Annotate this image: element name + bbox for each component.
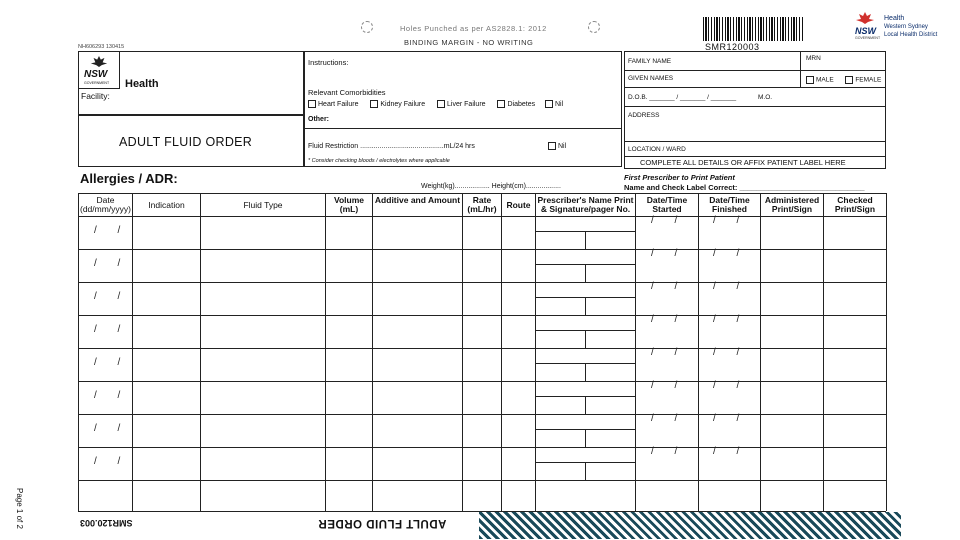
district-nsw: NSW <box>855 26 876 36</box>
started-date-cell[interactable]: / / <box>651 446 687 457</box>
nsw-logo-text: NSW <box>84 69 108 80</box>
prescriber-split <box>585 330 586 348</box>
nil-label: Nil <box>555 100 564 108</box>
fluid-nil-checkbox[interactable] <box>548 142 556 150</box>
started-date-cell[interactable]: / / <box>651 281 687 292</box>
nsw-govt-text: GOVERNMENT <box>84 81 110 85</box>
dob-field[interactable]: D.O.B. _______ / _______ / _______ <box>628 94 737 101</box>
diabetes-checkbox[interactable] <box>497 100 505 108</box>
date-cell[interactable]: / / <box>94 357 130 368</box>
barcode <box>703 17 803 41</box>
health-logo-text: Health <box>125 78 159 90</box>
date-cell[interactable]: / / <box>94 324 130 335</box>
facility-label: Facility: <box>81 91 110 101</box>
finished-date-cell[interactable]: / / <box>713 215 749 226</box>
table-row[interactable] <box>78 282 886 315</box>
prescriber-split <box>585 429 586 447</box>
district-line2: Local Health District <box>884 32 938 38</box>
header-date: Date (dd/mm/yyyy) <box>80 195 131 214</box>
weight-height[interactable]: Weight(kg).................. Height(cm).................. <box>421 183 561 190</box>
header-indication: Indication <box>148 200 185 210</box>
flipped-form-title: ADULT FLUID ORDER <box>318 517 447 529</box>
heart-failure-label: Heart Failure <box>318 100 359 108</box>
table-row[interactable] <box>78 381 886 414</box>
table-row[interactable] <box>78 414 886 447</box>
waratah-logo-icon <box>854 11 876 25</box>
table-row[interactable] <box>78 216 886 249</box>
mo-field[interactable]: M.O. <box>758 94 773 101</box>
patient-divider <box>800 51 801 87</box>
finished-date-cell[interactable]: / / <box>713 446 749 457</box>
date-cell[interactable]: / / <box>94 390 130 401</box>
sex-options <box>806 76 881 84</box>
district-govt: GOVERNMENT <box>855 36 881 40</box>
barcode-label: SMR120003 <box>705 42 760 52</box>
binding-text: BINDING MARGIN - NO WRITING <box>404 38 534 47</box>
liver-failure-checkbox[interactable] <box>437 100 445 108</box>
fluid-nil-row <box>548 142 566 150</box>
patient-line-3 <box>624 106 886 107</box>
kidney-failure-checkbox[interactable] <box>370 100 378 108</box>
finished-date-cell[interactable]: / / <box>713 380 749 391</box>
comorbidity-row <box>308 100 563 108</box>
finished-date-cell[interactable]: / / <box>713 413 749 424</box>
fluid-nil-label: Nil <box>558 142 567 150</box>
flipped-form-code: SMR120.003 <box>80 518 133 528</box>
allergies-label: Allergies / ADR: <box>80 171 178 186</box>
prescriber-split <box>585 363 586 381</box>
first-prescriber-text: First Prescriber to Print Patient <box>624 173 735 182</box>
nil-checkbox[interactable] <box>545 100 553 108</box>
instructions-divider <box>304 128 622 129</box>
female-checkbox[interactable] <box>845 76 853 84</box>
table-row[interactable] <box>78 249 886 282</box>
mrn-field[interactable]: MRN <box>806 55 821 62</box>
address-field[interactable]: ADDRESS <box>628 112 660 119</box>
row-divider <box>635 480 886 481</box>
prescriber-split <box>585 231 586 249</box>
comorbidities-label: Relevant Comorbidities <box>308 88 386 97</box>
table-row[interactable] <box>78 315 886 348</box>
row-divider <box>78 480 535 481</box>
date-cell[interactable]: / / <box>94 258 130 269</box>
holes-text: Holes Punched as per AS2828.1: 2012 <box>400 24 547 33</box>
table-column-line <box>886 193 887 511</box>
name-check-text: Name and Check Label Correct: ______________________________ <box>624 183 865 192</box>
hole-punch-right <box>588 21 600 33</box>
male-checkbox[interactable] <box>806 76 814 84</box>
started-date-cell[interactable]: / / <box>651 314 687 325</box>
date-cell[interactable]: / / <box>94 291 130 302</box>
diabetes-label: Diabetes <box>507 100 536 108</box>
family-name-field[interactable]: FAMILY NAME <box>628 58 672 65</box>
finished-date-cell[interactable]: / / <box>713 248 749 259</box>
date-cell[interactable]: / / <box>94 423 130 434</box>
header-finished: Date/Time Finished <box>709 195 750 214</box>
finished-date-cell[interactable]: / / <box>713 314 749 325</box>
started-date-cell[interactable]: / / <box>651 380 687 391</box>
complete-details-text: COMPLETE ALL DETAILS OR AFFIX PATIENT LABEL HERE <box>640 158 846 167</box>
date-cell[interactable]: / / <box>94 225 130 236</box>
prescriber-split <box>585 396 586 414</box>
header-rate: Rate (mL/hr) <box>467 195 497 214</box>
table-row[interactable] <box>78 348 886 381</box>
header-volume: Volume (mL) <box>333 195 365 214</box>
instructions-label: Instructions: <box>308 58 349 67</box>
header-prescriber: Prescriber's Name Print & Signature/pager No. <box>537 195 634 214</box>
other-label: Other: <box>308 116 329 123</box>
finished-date-cell[interactable]: / / <box>713 281 749 292</box>
header-checked: Checked Print/Sign <box>834 195 876 214</box>
patient-line-2 <box>624 87 886 88</box>
table-row[interactable] <box>78 447 886 480</box>
finished-date-cell[interactable]: / / <box>713 347 749 358</box>
district-line1: Western Sydney <box>884 24 928 30</box>
hole-punch-left <box>361 21 373 33</box>
prescriber-split <box>585 264 586 282</box>
hatched-color-bar <box>479 512 901 539</box>
male-label: MALE <box>816 76 834 84</box>
location-field[interactable]: LOCATION / WARD <box>628 146 686 153</box>
started-date-cell[interactable]: / / <box>651 413 687 424</box>
header-route: Route <box>506 200 531 210</box>
started-date-cell[interactable]: / / <box>651 347 687 358</box>
fluid-restriction[interactable]: Fluid Restriction ...........................................mL/24 hrs <box>308 143 475 150</box>
female-label: FEMALE <box>855 76 882 84</box>
district-health: Health <box>884 15 905 22</box>
header-started: Date/Time Started <box>646 195 688 214</box>
date-cell[interactable]: / / <box>94 456 130 467</box>
prescriber-split <box>585 462 586 480</box>
started-date-cell[interactable]: / / <box>651 215 687 226</box>
given-names-field[interactable]: GIVEN NAMES <box>628 75 674 82</box>
started-date-cell[interactable]: / / <box>651 248 687 259</box>
prescriber-pager-line <box>535 480 635 481</box>
patient-line-1 <box>624 70 886 71</box>
kidney-failure-label: Kidney Failure <box>380 100 426 108</box>
heart-failure-checkbox[interactable] <box>308 100 316 108</box>
page-number: Page 1 of 2 <box>15 488 24 529</box>
header-administered: Administered Print/Sign <box>764 195 820 214</box>
footnote: * Consider checking bloods / electrolytes where applicable <box>308 158 450 164</box>
patient-line-4 <box>624 141 886 142</box>
prescriber-split <box>585 297 586 315</box>
patient-line-5 <box>624 156 886 157</box>
header-additive: Additive and Amount <box>374 195 461 205</box>
header-fluid-type: Fluid Type <box>243 200 283 210</box>
form-title: ADULT FLUID ORDER <box>119 135 253 149</box>
form-code: NH606293 130415 <box>78 44 125 50</box>
liver-failure-label: Liver Failure <box>447 100 486 108</box>
